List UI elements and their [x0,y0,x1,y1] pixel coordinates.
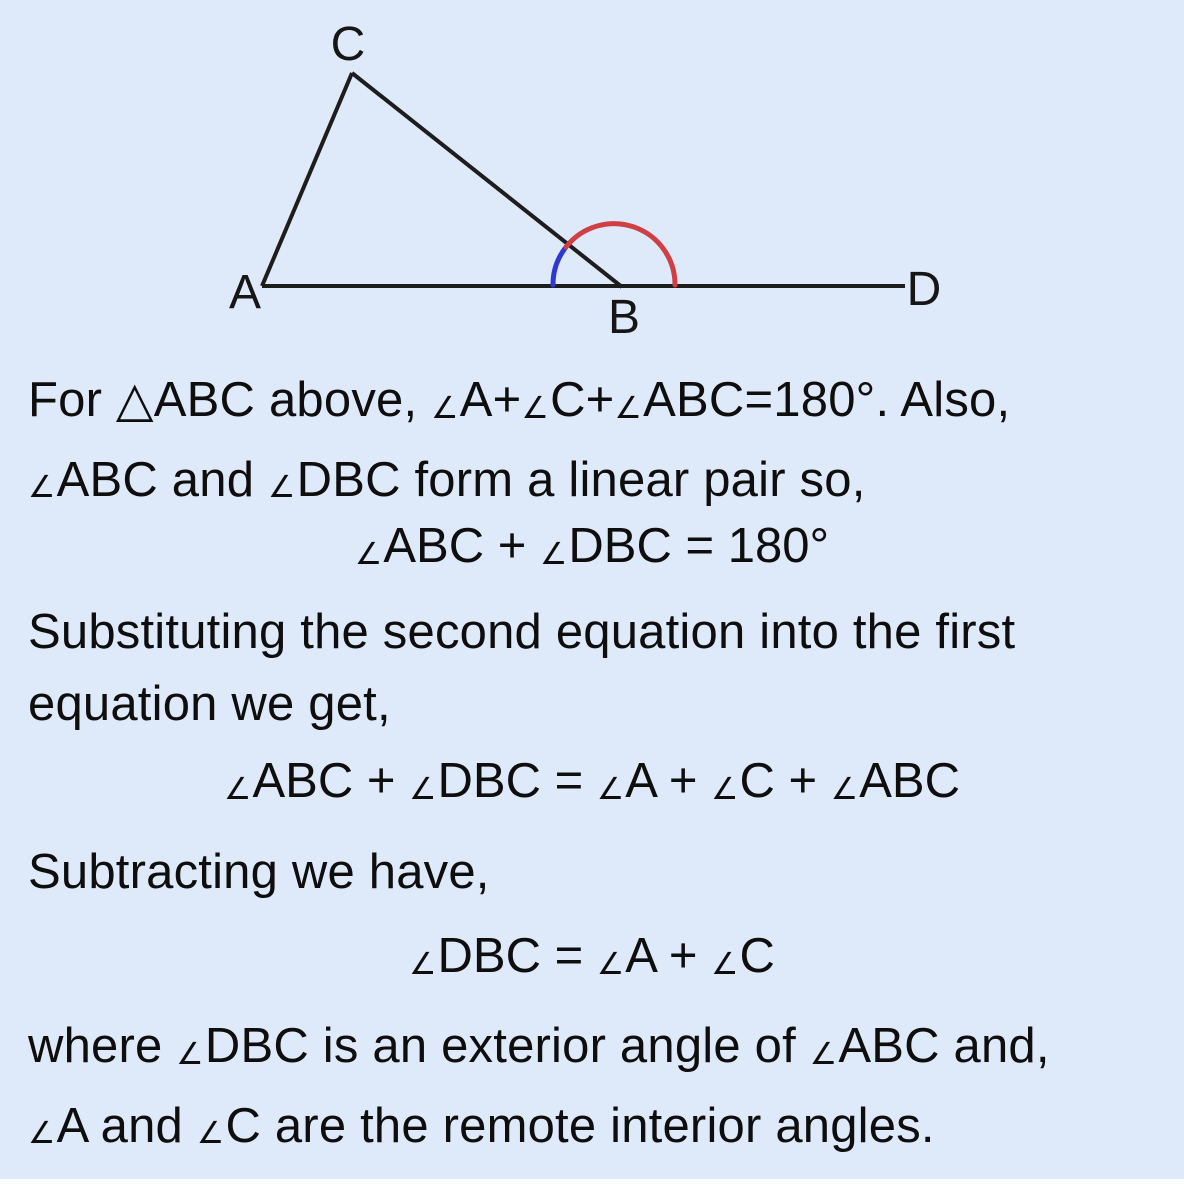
paragraph-conclusion [28,1010,1164,1169]
angle-symbol: ∠ [521,390,549,425]
triangle-diagram [0,0,1184,352]
text-line-conclusion-2: ∠A and ∠C are the remote interior angles. [28,1098,935,1153]
equation-exterior-angle-result: ∠DBC = ∠A + ∠C [409,929,775,983]
vertex-label-d: D [906,263,942,316]
angle-symbol: ∠ [267,470,296,505]
paragraph-subtracting: Subtracting we have, [28,845,490,899]
angle-symbol: ∠ [176,1036,204,1071]
line-AC [262,73,352,286]
vertex-label-b: B [607,291,641,344]
equation-linear-pair: ∠ABC + ∠DBC = 180° [354,519,830,573]
angle-symbol: ∠ [596,946,625,981]
vertex-label-c: C [330,18,366,71]
paragraph-intro [28,364,1164,523]
line-CB [352,73,622,287]
vertex-label-a: A [228,266,262,319]
text-line-conclusion-1: where ∠DBC is an exterior angle of ∠ABC and, [28,1019,1050,1073]
image-bottom-edge [0,1179,1184,1184]
equation-substituted: ∠ABC + ∠DBC = ∠A + ∠C + ∠ABC [224,754,960,808]
angle-symbol: ∠ [711,771,739,806]
text-line-substituting-1: Substituting the second equation into the first [28,605,1016,659]
interior-angle-arc [553,247,566,285]
angle-symbol: ∠ [539,536,568,571]
angle-symbol: ∠ [596,771,625,806]
text-line-intro-1: For △ABC above, ∠A+∠C+∠ABC=180°. Also, [28,373,1011,427]
text-line-intro-2: ∠ABC and ∠DBC form a linear pair so, [28,452,866,507]
angle-symbol: ∠ [196,1116,225,1151]
angle-symbol: ∠ [830,771,858,806]
text-line-substituting-2: equation we get, [28,677,391,731]
paragraph-substituting [28,596,1164,740]
angle-symbol: ∠ [431,390,459,425]
angle-symbol: ∠ [711,946,739,981]
angle-symbol: ∠ [224,771,252,806]
angle-symbol: ∠ [409,771,437,806]
angle-symbol: ∠ [28,1116,56,1151]
angle-symbol: ∠ [354,536,383,571]
angle-symbol: ∠ [409,946,437,981]
angle-symbol: ∠ [614,390,642,425]
angle-symbol: ∠ [28,470,56,505]
angle-symbol: ∠ [809,1036,838,1071]
